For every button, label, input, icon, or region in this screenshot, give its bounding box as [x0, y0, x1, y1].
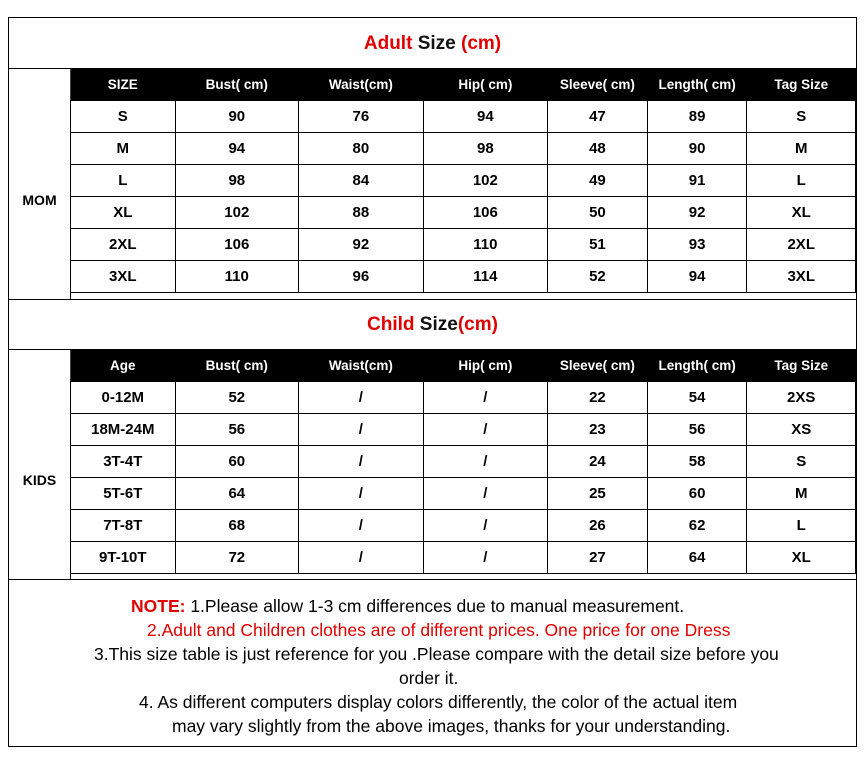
column-header: Waist(cm): [299, 350, 424, 382]
table-cell: M: [747, 133, 856, 165]
table-cell: 110: [175, 261, 298, 293]
table-cell: 114: [423, 261, 547, 293]
table-cell: L: [747, 165, 856, 197]
table-cell: 72: [175, 542, 298, 574]
column-header: Bust( cm): [175, 350, 298, 382]
table-cell: 5T-6T: [71, 478, 176, 510]
table-cell: /: [423, 382, 547, 414]
table-cell: 93: [647, 229, 747, 261]
table-cell: 51: [548, 229, 648, 261]
table-cell: /: [299, 478, 424, 510]
column-header: Sleeve( cm): [548, 350, 648, 382]
table-row: [71, 261, 856, 293]
divider: [9, 299, 856, 300]
table-cell: 94: [647, 261, 747, 293]
table-cell: 90: [647, 133, 747, 165]
table-cell: 2XL: [747, 229, 856, 261]
table-cell: 2XL: [71, 229, 176, 261]
kids-group-label: KIDS: [22, 472, 57, 488]
table-cell: 56: [647, 414, 747, 446]
table-cell: /: [423, 510, 547, 542]
table-cell: /: [299, 542, 424, 574]
table-cell: /: [299, 446, 424, 478]
table-cell: 84: [299, 165, 424, 197]
table-cell: 106: [423, 197, 547, 229]
table-cell: S: [747, 101, 856, 133]
table-cell: XL: [747, 197, 856, 229]
table-cell: /: [299, 382, 424, 414]
column-header: Bust( cm): [175, 69, 298, 101]
table-cell: 106: [175, 229, 298, 261]
table-cell: 91: [647, 165, 747, 197]
table-cell: 52: [548, 261, 648, 293]
note-line-3b: order it.: [399, 668, 459, 688]
table-cell: 80: [299, 133, 424, 165]
table-cell: 9T-10T: [71, 542, 176, 574]
table-cell: 96: [299, 261, 424, 293]
divider: [9, 579, 856, 580]
column-header: Waist(cm): [299, 69, 424, 101]
table-cell: 48: [548, 133, 648, 165]
table-cell: /: [423, 446, 547, 478]
table-cell: 54: [647, 382, 747, 414]
table-row: [71, 165, 856, 197]
table-cell: 26: [548, 510, 648, 542]
column-header: Length( cm): [647, 69, 747, 101]
table-cell: 76: [299, 101, 424, 133]
table-cell: /: [423, 414, 547, 446]
table-row: [71, 229, 856, 261]
table-cell: M: [71, 133, 176, 165]
table-cell: 102: [175, 197, 298, 229]
table-row: [71, 446, 856, 478]
table-cell: 92: [647, 197, 747, 229]
column-header: Tag Size: [747, 350, 856, 382]
table-cell: XS: [747, 414, 856, 446]
note-line-4b: may vary slightly from the above images, thanks for your understanding.: [172, 716, 731, 736]
table-cell: /: [299, 414, 424, 446]
table-cell: /: [423, 478, 547, 510]
column-header: Age: [71, 350, 176, 382]
note-line-1: NOTE: 1.Please allow 1-3 cm differences due to manual measurement.: [131, 596, 685, 616]
table-cell: 23: [548, 414, 648, 446]
table-cell: 62: [647, 510, 747, 542]
column-header: Hip( cm): [423, 69, 547, 101]
table-cell: 90: [175, 101, 298, 133]
table-cell: 3T-4T: [71, 446, 176, 478]
table-cell: 0-12M: [71, 382, 176, 414]
column-header: Sleeve( cm): [548, 69, 648, 101]
table-cell: 27: [548, 542, 648, 574]
table-cell: 49: [548, 165, 648, 197]
table-cell: 64: [175, 478, 298, 510]
column-header: Length( cm): [647, 350, 747, 382]
table-cell: 22: [548, 382, 648, 414]
table-cell: XL: [71, 197, 176, 229]
table-cell: /: [299, 510, 424, 542]
table-cell: 58: [647, 446, 747, 478]
adult-size-title: Adult Size (cm): [363, 33, 502, 54]
column-header: SIZE: [71, 69, 176, 101]
table-cell: 50: [548, 197, 648, 229]
note-line-4a: 4. As different computers display colors differently, the color of the actual item: [139, 692, 738, 712]
table-cell: 64: [647, 542, 747, 574]
note-line-3a: 3.This size table is just reference for you .Please compare with the detail size before you: [94, 644, 779, 664]
size-chart-frame: [8, 17, 857, 747]
table-row: [71, 510, 856, 542]
table-cell: 24: [548, 446, 648, 478]
table-cell: 56: [175, 414, 298, 446]
mom-group-label: MOM: [22, 192, 57, 208]
column-header: Tag Size: [747, 69, 856, 101]
adult-header-row: [71, 69, 856, 101]
table-row: [71, 542, 856, 574]
table-row: [71, 197, 856, 229]
table-cell: 92: [299, 229, 424, 261]
table-cell: 88: [299, 197, 424, 229]
child-header-row: [71, 350, 856, 382]
table-cell: 110: [423, 229, 547, 261]
table-cell: 52: [175, 382, 298, 414]
table-row: [71, 101, 856, 133]
child-size-title: Child Size(cm): [367, 314, 498, 335]
note-line-2: 2.Adult and Children clothes are of different prices. One price for one Dress: [147, 620, 731, 640]
table-cell: 3XL: [71, 261, 176, 293]
table-cell: L: [747, 510, 856, 542]
table-cell: 47: [548, 101, 648, 133]
table-cell: 7T-8T: [71, 510, 176, 542]
table-row: [71, 478, 856, 510]
child-size-table: [70, 349, 856, 574]
table-cell: 2XS: [747, 382, 856, 414]
table-cell: 3XL: [747, 261, 856, 293]
table-row: [71, 133, 856, 165]
table-row: [71, 414, 856, 446]
table-cell: 60: [175, 446, 298, 478]
table-cell: S: [747, 446, 856, 478]
table-cell: 25: [548, 478, 648, 510]
table-cell: L: [71, 165, 176, 197]
table-cell: 60: [647, 478, 747, 510]
table-cell: M: [747, 478, 856, 510]
table-cell: XL: [747, 542, 856, 574]
table-cell: 94: [175, 133, 298, 165]
table-cell: S: [71, 101, 176, 133]
table-row: [71, 382, 856, 414]
table-cell: /: [423, 542, 547, 574]
table-cell: 98: [423, 133, 547, 165]
adult-size-table: [70, 68, 856, 293]
table-cell: 68: [175, 510, 298, 542]
table-cell: 98: [175, 165, 298, 197]
table-cell: 94: [423, 101, 547, 133]
table-cell: 18M-24M: [71, 414, 176, 446]
table-cell: 89: [647, 101, 747, 133]
table-cell: 102: [423, 165, 547, 197]
column-header: Hip( cm): [423, 350, 547, 382]
